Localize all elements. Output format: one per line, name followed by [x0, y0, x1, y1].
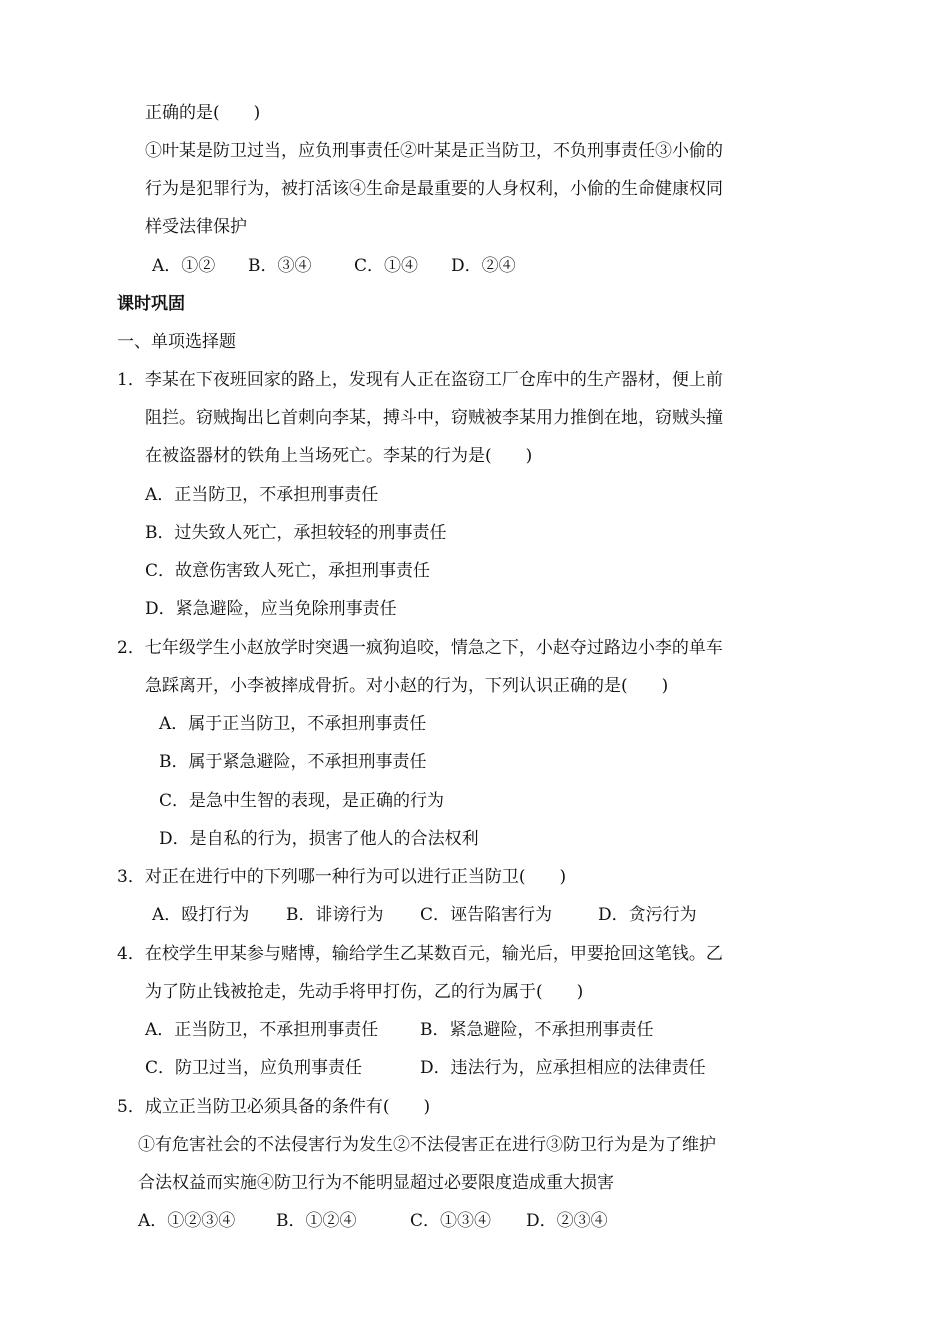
q4-line-1: 4．在校学生甲某参与赌博，输给学生乙某数百元，输光后，甲要抢回这笔钱。乙 — [117, 944, 723, 964]
q1-option-b: B．过失致人死亡，承担较轻的刑事责任 — [145, 523, 447, 543]
q2-line-1: 2．七年级学生小赵放学时突遇一疯狗追咬，情急之下，小赵夺过路边小李的单车 — [117, 638, 723, 658]
q5-line-1: 5．成立正当防卫必须具备的条件有( ) — [117, 1097, 431, 1117]
prev-option-c: C．①④ — [354, 256, 419, 276]
prev-options — [152, 255, 516, 277]
prev-question-tail: 正确的是( ) — [145, 103, 261, 123]
q3-line-1: 3．对正在进行中的下列哪一种行为可以进行正当防卫( ) — [117, 867, 567, 887]
q4-option-d: D．违法行为，应承担相应的法律责任 — [420, 1058, 706, 1078]
q5-option-a: A．①②③④ — [138, 1211, 236, 1231]
q1-option-a: A．正当防卫，不承担刑事责任 — [145, 485, 379, 505]
q5-options — [138, 1210, 608, 1232]
q2-option-a: A．属于正当防卫，不承担刑事责任 — [159, 714, 427, 734]
q4-option-c: C．防卫过当，应负刑事责任 — [145, 1058, 363, 1078]
q3-option-c: C．诬告陷害行为 — [420, 905, 553, 925]
q4-option-b: B．紧急避险，不承担刑事责任 — [420, 1020, 654, 1040]
q1-line-1: 1．李某在下夜班回家的路上，发现有人正在盗窃工厂仓库中的生产器材，便上前 — [117, 370, 723, 390]
q5-option-c: C．①③④ — [410, 1211, 492, 1231]
q3-option-a: A．殴打行为 — [152, 905, 250, 925]
q5-statement-line-2: 合法权益而实施④防卫行为不能明显超过必要限度造成重大损害 — [138, 1173, 614, 1193]
q4-line-2: 为了防止钱被抢走，先动手将甲打伤，乙的行为属于( ) — [145, 982, 584, 1002]
q1-line-2: 阻拦。窃贼掏出匕首刺向李某，搏斗中，窃贼被李某用力推倒在地，窃贼头撞 — [145, 408, 723, 428]
section-title: 课时巩固 — [117, 294, 185, 314]
prev-statement-line-2: 行为是犯罪行为，被打活该④生命是最重要的人身权利，小偷的生命健康权同 — [145, 179, 723, 199]
q1-option-c: C．故意伤害致人死亡，承担刑事责任 — [145, 561, 431, 581]
q1-line-3: 在被盗器材的铁角上当场死亡。李某的行为是( ) — [145, 446, 533, 466]
q1-option-d: D．紧急避险，应当免除刑事责任 — [145, 599, 397, 619]
q2-line-2: 急踩离开，小李被摔成骨折。对小赵的行为，下列认识正确的是( ) — [145, 676, 669, 696]
part-title: 一、单项选择题 — [117, 332, 236, 352]
prev-option-b: B．③④ — [248, 256, 312, 276]
q2-option-c: C．是急中生智的表现，是正确的行为 — [159, 791, 445, 811]
q2-option-b: B．属于紧急避险，不承担刑事责任 — [159, 752, 427, 772]
q5-option-b: B．①②④ — [276, 1211, 357, 1231]
q3-option-d: D．贪污行为 — [598, 905, 697, 925]
prev-option-a: A．①② — [152, 256, 216, 276]
q5-option-d: D．②③④ — [526, 1211, 608, 1231]
q5-statement-line-1: ①有危害社会的不法侵害行为发生②不法侵害正在进行③防卫行为是为了维护 — [138, 1135, 716, 1155]
prev-option-d: D．②④ — [451, 256, 516, 276]
q2-option-d: D．是自私的行为，损害了他人的合法权利 — [159, 829, 479, 849]
q3-options — [152, 904, 697, 926]
q4-option-a: A．正当防卫，不承担刑事责任 — [145, 1020, 379, 1040]
prev-statement-line-1: ①叶某是防卫过当，应负刑事责任②叶某是正当防卫，不负刑事责任③小偷的 — [145, 141, 723, 161]
q3-option-b: B．诽谤行为 — [286, 905, 384, 925]
prev-statement-line-3: 样受法律保护 — [145, 217, 247, 237]
